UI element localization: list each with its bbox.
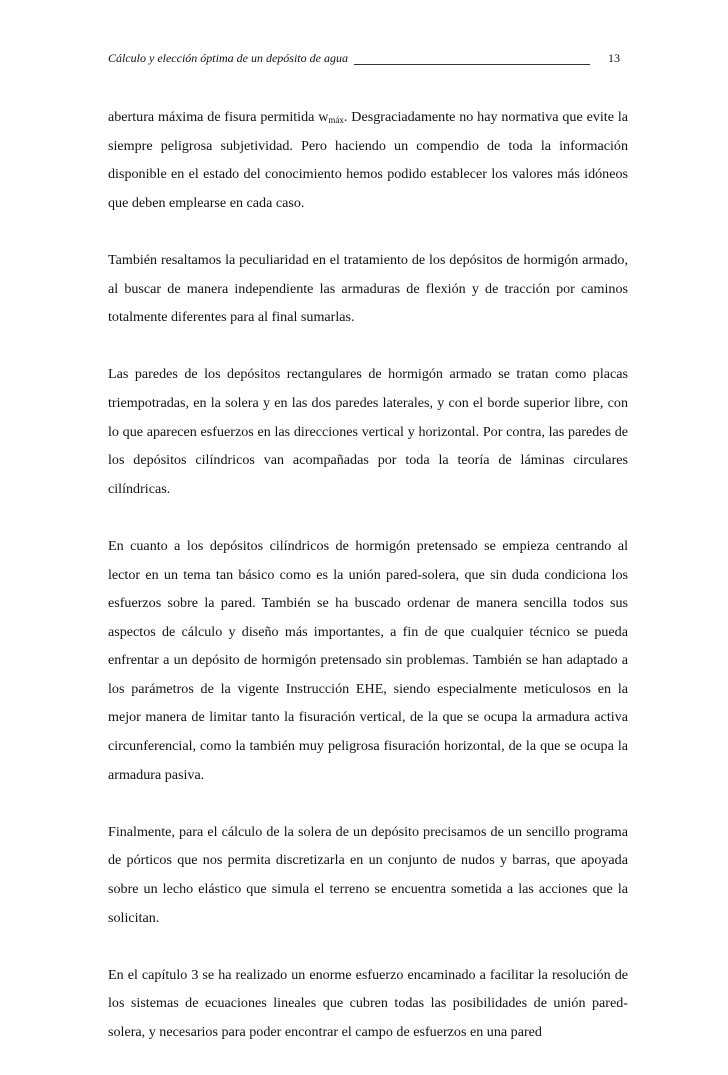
paragraph-3: Las paredes de los depósitos rectangulares de hormigón armado se tratan como placas triempotradas, en la solera y en las dos paredes laterales, y con el borde superior libre, con lo que aparecen esfuerzos en las direcciones vertical y horizontal. Por contra, las paredes de los depósitos cilíndricos van acompañadas por toda la teoría de láminas circulares cilíndricas. xyxy=(108,366,628,497)
page-number: 13 xyxy=(608,51,620,65)
paragraph-1-start: abertura máxima de fisura permitida w xyxy=(108,109,329,125)
paragraph-5: Finalmente, para el cálculo de la solera de un depósito precisamos de un sencillo programa de pórticos que nos permita discretizarla en un conjunto de nudos y barras, que apoyada sobre un lecho elástico que simula el terreno se encuentra sometida a las acciones que la solicitan. xyxy=(108,823,628,926)
document-body xyxy=(108,103,628,1075)
paragraph-4: En cuanto a los depósitos cilíndricos de hormigón pretensado se empieza centrando al lector en un tema tan básico como es la unión pared-solera, que sin duda condiciona los esfuerzos sobre la pared. También se ha buscado ordenar de manera sencilla todos sus aspectos de cálculo y diseño más importantes, a fin de que cualquier técnico se pueda enfrentar a un depósito de hormigón pretensado sin problemas. También se han adaptado a los parámetros de la vigente Instrucción EHE, siendo especialmente meticulosos en la mejor manera de limitar tanto la fisuración vertical, de la que se ocupa la armadura activa circunferencial, como la también muy peligrosa fisuración horizontal, de la que se ocupa la armadura pasiva. xyxy=(108,537,628,783)
header-title: Cálculo y elección óptima de un depósito de agua xyxy=(108,51,348,65)
paragraph-2: También resaltamos la peculiaridad en el tratamiento de los depósitos de hormigón armado, al buscar de manera independiente las armaduras de flexión y de tracción por caminos totalmente diferentes para al final sumarlas. xyxy=(108,251,628,326)
header-rule xyxy=(354,64,590,65)
running-header xyxy=(108,48,620,68)
subscript-max: máx xyxy=(328,115,344,125)
paragraph-1-rest: . Desgraciadamente no hay normativa que evite la siempre peligrosa subjetividad. Pero haciendo un compendio de toda la información disponible en el estado del conocimiento hemos podido establecer los valores más idóneos que deben emplearse en cada caso. xyxy=(108,109,628,211)
paragraph-1 xyxy=(108,103,628,217)
paragraph-6: En el capítulo 3 se ha realizado un enorme esfuerzo encaminado a facilitar la resolución de los sistemas de ecuaciones lineales que cubren todas las posibilidades de unión pared-solera, y necesarios para poder encontrar el campo de esfuerzos en una pared xyxy=(108,966,628,1040)
